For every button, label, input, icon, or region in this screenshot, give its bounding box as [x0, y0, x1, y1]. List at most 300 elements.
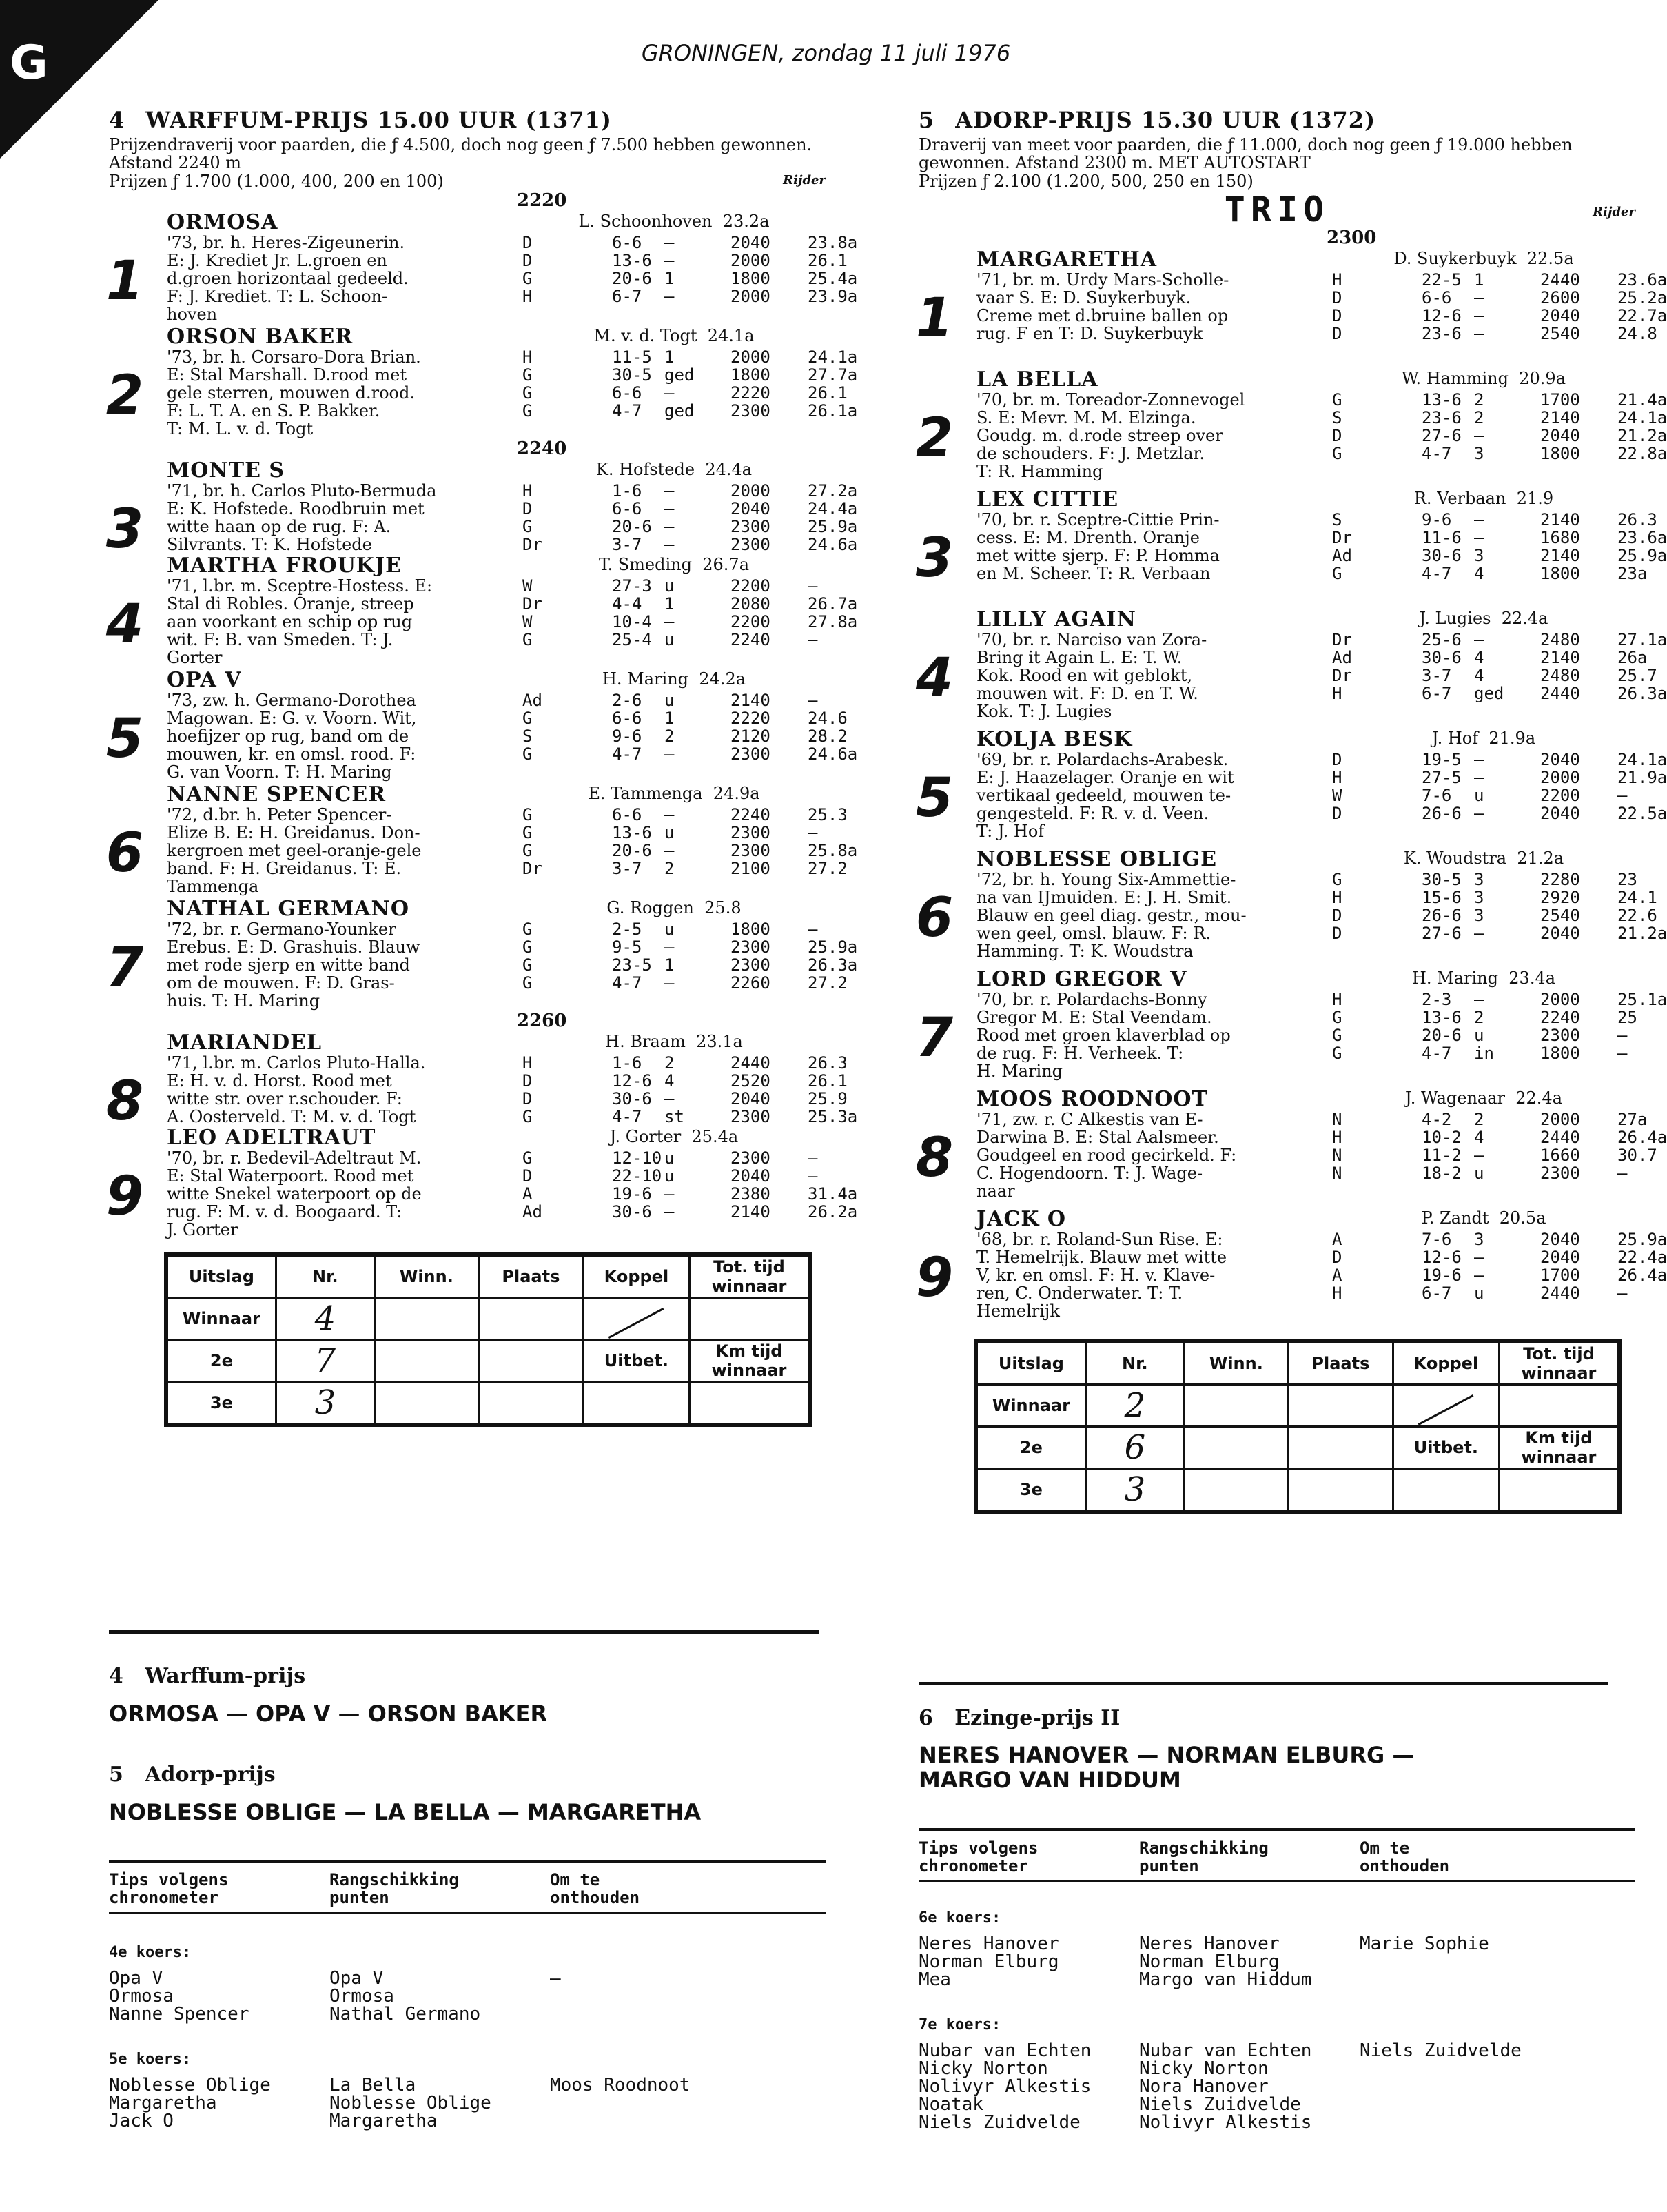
run-cell: W — [522, 576, 533, 596]
recent-runs — [522, 482, 857, 554]
run-cell: D — [522, 1071, 533, 1090]
uitbet-label: Uitbet. — [1393, 1427, 1499, 1469]
driver-record — [522, 555, 826, 574]
run-cell: 27-5 — [1422, 768, 1462, 787]
run-row — [522, 500, 857, 518]
run-cell: 30-5 — [612, 365, 652, 385]
horse-description: '69, br. r. Polardachs-Arabesk. E: J. Haazelager. Oranje en wit vertikaal gedeeld, mouwen te- gengesteld. F: R. v. d. Veen. T: J. Hof — [976, 750, 1234, 841]
run-cell: — — [1474, 528, 1484, 547]
run-row — [522, 842, 857, 860]
run-row — [522, 1090, 857, 1108]
start-number: 3 — [105, 498, 144, 560]
run-cell: 9-5 — [612, 937, 642, 957]
horse-name: LORD GREGOR V — [976, 967, 1187, 991]
plaats-header: Plaats — [1288, 1341, 1393, 1385]
driver-record — [1332, 729, 1635, 748]
run-row — [522, 1054, 857, 1072]
run-cell: 3 — [1474, 870, 1484, 889]
race-description: Prijzendraverij voor paarden, die ƒ 4.500, doch nog geen ƒ 7.500 hebben gewonnen. Afstand 2240 m — [109, 135, 812, 172]
horse-description: '72, br. r. Germano-Younker Erebus. E: D. Grashuis. Blauw met rode sjerp en witte band om de mouwen. F: D. Gras- huis. T: H. Maring — [167, 920, 420, 1011]
run-cell: 2120 — [730, 727, 770, 746]
run-cell: 2000 — [730, 481, 770, 500]
horse-entry — [105, 210, 858, 325]
rijder-label: Rijder — [783, 173, 826, 187]
run-cell: 22-10 — [612, 1166, 662, 1186]
run-cell: 25.9 — [808, 1089, 848, 1108]
run-cell: 26.3 — [808, 1053, 848, 1073]
run-cell: — — [808, 1148, 818, 1168]
run-cell: u — [664, 630, 675, 649]
record-time: 24.9a — [713, 784, 760, 803]
race-name: ADORP-PRIJS 15.30 UUR (1372) — [955, 107, 1376, 133]
run-cell: G — [522, 517, 533, 536]
horse-description: '73, br. h. Heres-Zigeunerin. E: J. Krediet Jr. L.groen en d.groen horizontaal gedeeld. F: J. Krediet. T: L. Schoon- hoven — [167, 233, 409, 324]
run-cell: 2260 — [730, 973, 770, 993]
run-row — [522, 727, 857, 745]
run-cell: 2220 — [730, 709, 770, 728]
run-cell: 6-6 — [1422, 288, 1452, 307]
run-cell: 6-6 — [612, 233, 642, 252]
record-time: 20.5a — [1499, 1208, 1546, 1228]
run-cell: — — [664, 233, 675, 252]
koppel-cell — [1393, 1385, 1499, 1427]
run-cell: 23-5 — [612, 955, 652, 975]
run-cell: — — [808, 823, 818, 842]
record-time: 21.2a — [1517, 849, 1564, 868]
run-cell: ged — [664, 401, 695, 420]
run-cell: 4-7 — [612, 401, 642, 420]
race-prizes — [919, 172, 1635, 191]
run-row — [522, 234, 857, 252]
winn-cell — [1184, 1427, 1288, 1469]
run-cell: — — [1474, 324, 1484, 343]
run-cell: D — [1332, 1248, 1342, 1267]
run-cell: — — [664, 1184, 675, 1204]
run-cell: u — [1474, 1164, 1484, 1183]
run-cell: 2300 — [730, 517, 770, 536]
driver-record — [522, 669, 826, 689]
run-cell: 1 — [664, 955, 675, 975]
run-cell: 12-10 — [612, 1148, 662, 1168]
horse-description: '71, br. m. Urdy Mars-Scholle- vaar S. E: D. Suykerbuyk. Creme met d.bruine ballen op rug. F en T: D. Suykerbuyk — [976, 270, 1229, 343]
run-cell: 4 — [1474, 564, 1484, 583]
run-cell: — — [664, 937, 675, 957]
horse-entry — [915, 367, 1667, 487]
run-cell: 2040 — [1540, 804, 1580, 823]
run-cell: 2040 — [1540, 924, 1580, 943]
run-cell: 21.2a — [1617, 924, 1667, 943]
run-row — [1332, 1284, 1667, 1302]
run-row — [522, 595, 857, 613]
koers-label: 7e koers: — [919, 2016, 1001, 2033]
run-cell: — — [1474, 990, 1484, 1009]
horse-entry — [105, 458, 858, 560]
run-cell: 1680 — [1540, 528, 1580, 547]
run-cell: — — [808, 576, 818, 596]
run-cell: 25.9a — [1617, 546, 1667, 565]
recent-runs — [1332, 271, 1667, 343]
run-row — [522, 536, 857, 554]
run-row — [522, 974, 857, 992]
plaats-cell — [478, 1340, 583, 1382]
run-cell: 9-6 — [612, 727, 642, 746]
distance-label: 2220 — [517, 190, 567, 211]
recent-runs — [522, 691, 857, 763]
run-cell: 19-6 — [612, 1184, 652, 1204]
run-row — [522, 482, 857, 500]
run-cell: 22.6 — [1617, 906, 1657, 925]
run-cell: 10-2 — [1422, 1128, 1462, 1147]
distance-label: 2300 — [1327, 227, 1377, 248]
run-cell: 2540 — [1540, 906, 1580, 925]
koppel-cell — [1393, 1469, 1499, 1512]
run-cell: 4-7 — [612, 1107, 642, 1126]
run-cell: 6-6 — [612, 805, 642, 824]
horse-name: NANNE SPENCER — [167, 782, 387, 806]
run-cell: 31.4a — [808, 1184, 858, 1204]
run-cell: 2520 — [730, 1071, 770, 1090]
driver-record — [522, 1032, 826, 1051]
recent-runs — [522, 1149, 857, 1221]
second-label: 2e — [166, 1340, 276, 1382]
horse-name: LEX CITTIE — [976, 487, 1119, 511]
run-row — [1332, 1044, 1667, 1062]
plaats-cell — [478, 1382, 583, 1425]
run-cell: N — [1332, 1146, 1342, 1165]
run-cell: — — [1617, 1026, 1628, 1045]
run-cell: ged — [664, 365, 695, 385]
run-cell: H — [1332, 684, 1342, 703]
run-cell: D — [1332, 288, 1342, 307]
run-cell: u — [1474, 1283, 1484, 1303]
run-cell: — — [664, 612, 675, 631]
record-time: 22.4a — [1515, 1088, 1563, 1108]
tips-right — [919, 1682, 1635, 2131]
run-cell: 25-4 — [612, 630, 652, 649]
run-row — [522, 920, 857, 938]
run-cell: 4-7 — [612, 744, 642, 764]
run-row — [1332, 391, 1667, 409]
run-row — [522, 806, 857, 824]
horse-entry — [105, 554, 858, 668]
horse-entry — [915, 1207, 1667, 1327]
record-time: 24.1a — [707, 326, 755, 345]
record-time: 23.2a — [722, 212, 770, 231]
recent-runs — [522, 1054, 857, 1126]
run-cell: 27a — [1617, 1110, 1648, 1129]
nr-header: Nr. — [276, 1255, 374, 1298]
run-cell: 2 — [1474, 408, 1484, 427]
run-cell: u — [664, 691, 675, 710]
run-cell: — — [1617, 1164, 1628, 1183]
run-cell: 2140 — [1540, 546, 1580, 565]
race-title — [919, 107, 1635, 133]
run-cell: 24.1 — [1617, 888, 1657, 907]
run-cell: — — [664, 1089, 675, 1108]
run-row — [1332, 751, 1667, 769]
horse-name: OPA V — [167, 668, 242, 692]
driver-name: E. Tammenga — [588, 784, 703, 803]
koers-label: 6e koers: — [919, 1909, 1001, 1927]
recent-runs — [1332, 991, 1667, 1062]
second-label: 2e — [976, 1427, 1085, 1469]
winn-header: Winn. — [374, 1255, 478, 1298]
run-row — [522, 270, 857, 287]
run-cell: 26.1a — [808, 401, 858, 420]
run-cell: — — [1474, 768, 1484, 787]
run-cell: N — [1332, 1164, 1342, 1183]
run-cell: 4-4 — [612, 594, 642, 613]
run-row — [1332, 924, 1667, 942]
record-time: 22.4a — [1501, 609, 1548, 628]
recent-runs — [522, 920, 857, 992]
run-cell: 11-6 — [1422, 528, 1462, 547]
run-cell: 2-6 — [612, 691, 642, 710]
driver-record — [1332, 968, 1635, 988]
run-cell: — — [664, 287, 675, 306]
run-cell: 26.1 — [808, 383, 848, 403]
run-cell: 2300 — [730, 841, 770, 860]
run-cell: Dr — [522, 594, 542, 613]
record-time: 20.9a — [1519, 369, 1566, 388]
run-cell: 23-6 — [1422, 324, 1462, 343]
koppel-header: Koppel — [1393, 1341, 1499, 1385]
run-cell: 2280 — [1540, 870, 1580, 889]
recent-runs — [522, 577, 857, 649]
run-cell: 24.6a — [808, 535, 858, 554]
run-cell: — — [808, 920, 818, 939]
run-cell: 27-6 — [1422, 924, 1462, 943]
horse-description: '70, br. r. Sceptre-Cittie Prin- cess. E: M. Drenth. Oranje met witte sjerp. F: P. Homma en M. Scheer. T: R. Verbaan — [976, 510, 1220, 583]
divider — [109, 1630, 819, 1634]
run-cell: G — [522, 383, 533, 403]
run-cell: 6-6 — [612, 499, 642, 518]
recent-runs — [1332, 1230, 1667, 1302]
run-cell: 30-6 — [612, 1202, 652, 1221]
run-cell: 24.6 — [808, 709, 848, 728]
horse-entry — [105, 897, 858, 1011]
km-cell — [1499, 1469, 1619, 1512]
run-cell: 4 — [1474, 666, 1484, 685]
run-cell: 6-6 — [612, 383, 642, 403]
run-cell: 2080 — [730, 594, 770, 613]
run-cell: 2480 — [1540, 630, 1580, 649]
run-row — [1332, 547, 1667, 565]
run-cell: 25.1a — [1617, 990, 1667, 1009]
horse-description: '73, br. h. Corsaro-Dora Brian. E: Stal Marshall. D.rood met gele sterren, mouwen d.rood. F: L. T. A. en S. P. Bakker. T: M. L. v. d. Togt — [167, 347, 421, 438]
run-cell: G — [522, 269, 533, 288]
run-cell: A — [1332, 1230, 1342, 1249]
run-cell: 26.7a — [808, 594, 858, 613]
run-row — [1332, 631, 1667, 649]
handwritten-third: 3 — [1085, 1469, 1184, 1512]
run-row — [1332, 445, 1667, 463]
driver-name: K. Hofstede — [595, 460, 695, 479]
run-cell: u — [664, 920, 675, 939]
run-row — [522, 860, 857, 877]
run-cell: 13-6 — [1422, 1008, 1462, 1027]
run-cell: Dr — [522, 535, 542, 554]
run-cell: Ad — [522, 1202, 542, 1221]
run-row — [522, 252, 857, 270]
run-cell: 2040 — [1540, 426, 1580, 445]
run-cell: G — [522, 1148, 533, 1168]
driver-name: H. Braam — [605, 1032, 686, 1051]
run-cell: 23.6a — [1617, 528, 1667, 547]
run-cell: 13-6 — [1422, 390, 1462, 409]
run-cell: D — [1332, 750, 1342, 769]
run-row — [522, 938, 857, 956]
run-row — [522, 709, 857, 727]
run-cell: 4-7 — [1422, 1044, 1452, 1063]
run-cell: 25.3a — [808, 1107, 858, 1126]
recent-runs — [1332, 1110, 1667, 1182]
run-cell: 13-6 — [612, 251, 652, 270]
run-cell: G — [522, 823, 533, 842]
run-cell: 1800 — [1540, 1044, 1580, 1063]
run-cell: G — [1332, 870, 1342, 889]
run-cell: 2540 — [1540, 324, 1580, 343]
run-cell: 2 — [664, 727, 675, 746]
run-cell: H — [1332, 1283, 1342, 1303]
run-cell: 26.3 — [1617, 510, 1657, 529]
koers-label: 5e koers: — [109, 2051, 192, 2068]
handwritten-third: 3 — [276, 1382, 374, 1425]
run-cell: G — [522, 630, 533, 649]
run-cell: 27.8a — [808, 612, 858, 631]
run-row — [522, 348, 857, 366]
run-row — [1332, 1164, 1667, 1182]
run-cell: 22.8a — [1617, 444, 1667, 463]
run-cell: 2040 — [730, 499, 770, 518]
run-cell: 2200 — [1540, 786, 1580, 805]
run-cell: u — [1474, 1026, 1484, 1045]
horse-entry — [915, 487, 1667, 607]
run-cell: G — [522, 709, 533, 728]
run-cell: H — [1332, 888, 1342, 907]
run-cell: 2040 — [1540, 1230, 1580, 1249]
run-cell: 2200 — [730, 612, 770, 631]
run-cell: 1 — [664, 347, 675, 367]
run-cell: 4-7 — [1422, 444, 1452, 463]
run-cell: 1800 — [730, 269, 770, 288]
tips-row: Neres Hanover Norman Elburg Mea Neres Hanover Norman Elburg Margo van Hiddum Marie Sophie — [919, 1934, 1489, 1990]
run-cell: D — [1332, 306, 1342, 325]
run-cell: u — [664, 823, 675, 842]
run-cell: 4 — [1474, 648, 1484, 667]
run-cell: 6-7 — [1422, 684, 1452, 703]
run-cell: 30-6 — [612, 1089, 652, 1108]
plaats-cell — [478, 1298, 583, 1340]
driver-name: R. Verbaan — [1413, 489, 1506, 508]
run-cell: 2440 — [1540, 1283, 1580, 1303]
run-cell: 2440 — [1540, 1128, 1580, 1147]
run-row — [522, 384, 857, 402]
driver-record — [522, 784, 826, 803]
km-cell — [689, 1382, 810, 1425]
driver-record — [522, 212, 826, 231]
tot-tijd-header: Tot. tijd winnaar — [689, 1255, 810, 1298]
run-cell: S — [1332, 408, 1342, 427]
run-row — [1332, 649, 1667, 667]
run-row — [522, 366, 857, 384]
horse-description: '71, zw. r. C Alkestis van E- Darwina B. E: Stal Aalsmeer. Goudgeel en rood gecirkeld. F: C. Hogendoorn. T: J. Wage- naar — [976, 1110, 1237, 1201]
distance-label: 2260 — [517, 1011, 567, 1031]
run-row — [1332, 307, 1667, 325]
run-cell: — — [664, 251, 675, 270]
horse-name: LEO ADELTRAUT — [167, 1126, 376, 1150]
koppel-header: Koppel — [583, 1255, 689, 1298]
recent-runs — [1332, 391, 1667, 463]
horse-name: NOBLESSE OBLIGE — [976, 847, 1217, 871]
run-cell: G — [522, 1107, 533, 1126]
distance-label: 2240 — [517, 438, 567, 459]
rijder-label: Rijder — [1593, 205, 1635, 219]
run-cell: 24.1a — [1617, 750, 1667, 769]
record-time: 25.8 — [704, 898, 742, 917]
run-cell: 15-6 — [1422, 888, 1462, 907]
run-cell: 21.4a — [1617, 390, 1667, 409]
run-cell: G — [522, 973, 533, 993]
run-cell: 22.5a — [1617, 804, 1667, 823]
driver-record — [522, 460, 826, 479]
run-cell: ged — [1474, 684, 1504, 703]
tot-cell — [689, 1298, 810, 1340]
run-cell: st — [664, 1107, 684, 1126]
km-tijd-label: Km tijd winnaar — [689, 1340, 810, 1382]
run-cell: 20-6 — [612, 269, 652, 288]
run-cell: 12-6 — [1422, 306, 1462, 325]
run-cell: 2300 — [730, 744, 770, 764]
run-cell: 9-6 — [1422, 510, 1452, 529]
run-row — [1332, 787, 1667, 804]
horse-entry — [105, 668, 858, 782]
run-cell: 21.2a — [1617, 426, 1667, 445]
run-cell: 2440 — [1540, 684, 1580, 703]
run-cell: 2 — [1474, 390, 1484, 409]
run-cell: 25.2a — [1617, 288, 1667, 307]
run-cell: 3-7 — [1422, 666, 1452, 685]
run-cell: 2300 — [730, 823, 770, 842]
recent-runs — [1332, 631, 1667, 702]
record-time: 21.9 — [1516, 489, 1554, 508]
run-cell: 27-6 — [1422, 426, 1462, 445]
run-row — [1332, 906, 1667, 924]
run-cell: 2200 — [730, 576, 770, 596]
run-cell: H — [522, 481, 533, 500]
run-cell: 25.3 — [808, 805, 848, 824]
winn-cell — [374, 1340, 478, 1382]
start-number: 6 — [105, 822, 144, 884]
run-cell: 3 — [1474, 906, 1484, 925]
run-row — [522, 956, 857, 974]
uitslag-header: Uitslag — [166, 1255, 276, 1298]
run-row — [1332, 769, 1667, 787]
horse-entry — [915, 607, 1667, 727]
run-cell: Ad — [522, 691, 542, 710]
run-cell: 2300 — [730, 401, 770, 420]
record-time: 23.4a — [1509, 968, 1556, 988]
run-cell: 30.7 — [1617, 1146, 1657, 1165]
run-cell: 2 — [664, 859, 675, 878]
run-cell: 1700 — [1540, 390, 1580, 409]
driver-record — [522, 898, 826, 917]
run-cell: 3-7 — [612, 859, 642, 878]
run-cell: 2040 — [730, 1089, 770, 1108]
horse-description: '72, d.br. h. Peter Spencer- Elize B. E: H. Greidanus. Don- kergroen met geel-oranje-gele band. F: H. Greidanus. T: E. Tammenga — [167, 805, 422, 896]
run-cell: 4 — [1474, 1128, 1484, 1147]
run-cell: 26.3a — [1617, 684, 1667, 703]
